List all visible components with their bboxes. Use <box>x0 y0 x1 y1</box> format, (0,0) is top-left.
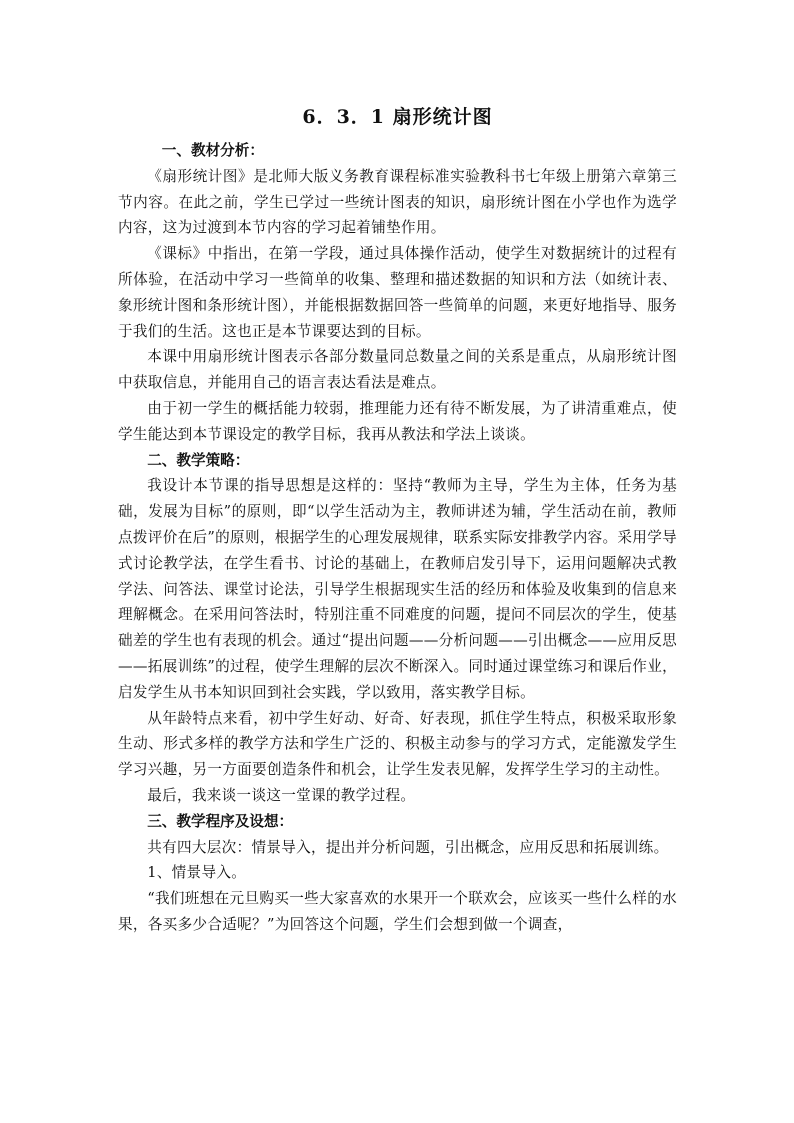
paragraph: 1、情景导入。 <box>147 864 247 882</box>
paragraph: “我们班想在元旦购买一些大家喜欢的水果开一个联欢会，应该买一些什么样的水果，各买多少合适呢？”为回答这个问题，学生们会想到做一个调查， <box>118 890 677 933</box>
paragraph: 从年龄特点来看，初中学生好动、好奇、好表现，抓住学生特点，积极采取形象生动、形式多样的教学方法和学生广泛的、积极主动参与的学习方式，定能激发学生学习兴趣，另一方面要创造条件和机会，让学生发表见解，发挥学生学习的主动性。 <box>118 709 677 779</box>
section-heading-1: 一、教材分析： <box>161 142 264 159</box>
paragraph: 共有四大层次：情景导入，提出并分析问题，引出概念，应用反思和拓展训练。 <box>147 838 669 856</box>
paragraph: 《扇形统计图》是北师大版义务教育课程标准实验教科书七年级上册第六章第三节内容。在此之前，学生已学过一些统计图表的知识，扇形统计图在小学也作为选学内容，这为过渡到本节内容的学习起着铺垫作用。 <box>118 167 677 237</box>
page-title: 6．3．1 扇形统计图 <box>302 106 493 128</box>
section-heading-2: 二、教学策略： <box>147 451 250 469</box>
paragraph: 我设计本节课的指导思想是这样的：坚持“教师为主导，学生为主体，任务为基础，发展为目标”的原则，即“以学生活动为主，教师讲述为辅，学生活动在前，教师点拨评价在后”的原则，根据学生的心理发展规律，联系实际安排教学内容。采用学导式讨论教学法，在学生看书、讨论的基础上，在教师启发引导下，运用问题解决式教学法、问答法、课堂讨论法，引导学生根据现实生活的经历和体验及收集到的信息来理解概念。在采用问答法时，特别注重不同难度的问题，提问不同层次的学生，使基础差的学生也有表现的机会。通过“提出问题——分析问题——引出概念——应用反思——拓展训练”的过程，使学生理解的层次不断深入。同时通过课堂练习和课后作业，启发学生从书本知识回到社会实践，学以致用，落实教学目标。 <box>118 477 677 701</box>
paragraph: 本课中用扇形统计图表示各部分数量同总数量之间的关系是重点，从扇形统计图中获取信息，并能用自己的语言表达看法是难点。 <box>118 348 677 392</box>
paragraph: 由于初一学生的概括能力较弱，推理能力还有待不断发展，为了讲清重难点，使学生能达到本节课设定的教学目标，我再从教法和学法上谈谈。 <box>118 399 677 443</box>
paragraph: 《课标》中指出，在第一学段，通过具体操作活动，使学生对数据统计的过程有所体验，在活动中学习一些简单的收集、整理和描述数据的知识和方法（如统计表、象形统计图和条形统计图），并能根据数据回答一些简单的问题，来更好地指导、服务于我们的生活。这也正是本节课要达到的目标。 <box>118 245 677 340</box>
document-page <box>118 104 677 938</box>
paragraph: 最后，我来谈一谈这一堂课的教学过程。 <box>147 786 416 804</box>
section-heading-3: 三、教学程序及设想： <box>147 812 294 830</box>
